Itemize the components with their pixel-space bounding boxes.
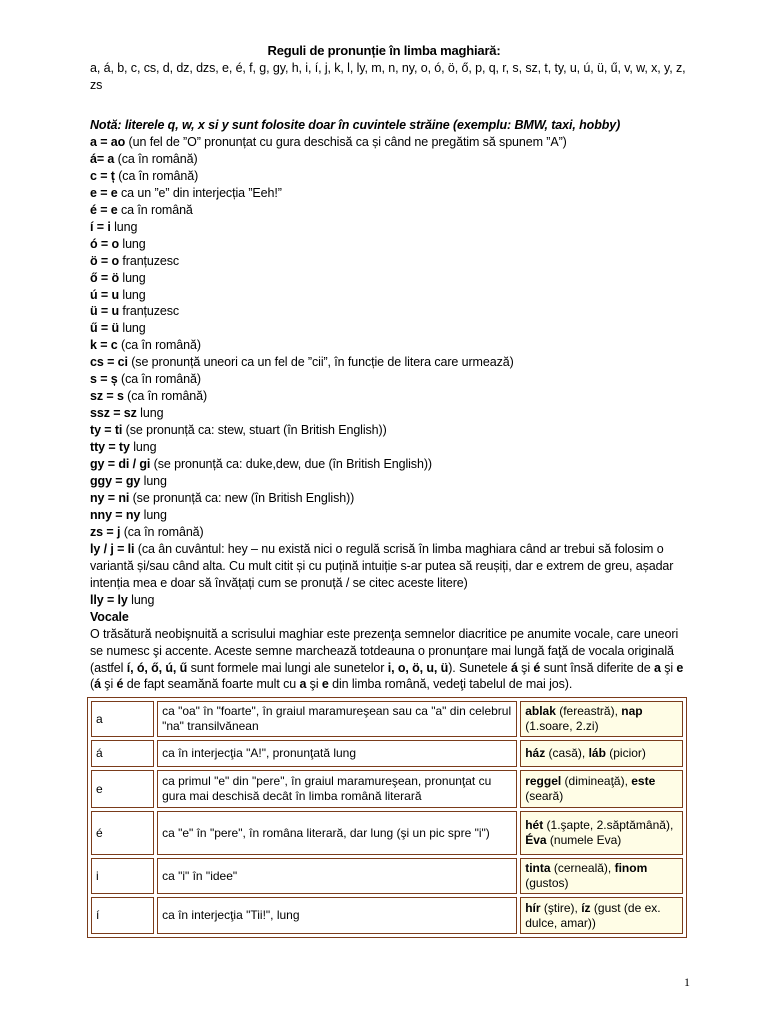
rule-key: sz = s [90,389,124,404]
page-number: 1 [684,975,690,989]
rule-text: (se pronunță uneori ca un fel de ”cii”, în funcție de litera care urmează) [127,355,514,370]
rule-line [90,354,690,371]
rule-text: franțuzesc [119,304,180,319]
rule-line [90,236,690,253]
example-translation: (gustos) [525,876,569,890]
rule-text: lung [119,270,146,285]
rule-line [90,422,690,439]
example-translation: (fereastră), [555,704,622,718]
rule-text: (se pronunță ca: new (în British English)) [129,490,355,505]
rule-text: (ca în română) [114,151,198,166]
rule-key: ú = u [90,287,120,302]
example-word: hét [525,818,544,832]
rule-line [90,439,690,456]
pronunciation-rules [90,110,690,693]
rule-line [90,185,690,202]
rule-lly: lly = ly lung [90,592,155,607]
vowel-description: ca primul "e" din "pere", în graiul maramureşean, pronunţat cu gura mai deschisă decât în limba română literară [157,770,517,808]
rule-line [90,287,690,304]
rule-text: (ca în română) [120,524,204,539]
alphabet-list: a, á, b, c, cs, d, dz, dzs, e, é, f, g, gy, h, i, í, j, k, l, ly, m, n, ny, o, ó, ö, ő, p, q, r, s, sz, t, ty, u, ú, ü, ű, v, w, x, y, z, zs [90,61,686,92]
example-translation: (dimineaţă), [561,774,632,788]
rule-text: lung [119,321,146,336]
example-word: reggel [525,774,562,788]
vowel-description: ca "e" în "pere", în româna literară, dar lung (şi un pic spre "i") [157,811,517,855]
vowel-examples [520,701,683,737]
table-row [91,740,683,767]
table-row [91,770,683,808]
vowel-description: ca în interjecţia "Tii!", lung [157,897,517,934]
example-word: Éva [525,833,547,847]
foreign-letters-note: Notă: literele q, w, x si y sunt folosite doar în cuvintele străine (exemplu: BMW, taxi, hobby) [90,118,621,132]
example-word: ablak [525,704,556,718]
rule-key: ty = ti [90,423,123,438]
rule-key: ő = ö [90,270,120,285]
rule-text: ca un ”e” din interjecția ”Eeh!” [117,185,282,200]
vowel-examples [520,740,683,767]
rule-key: k = c [90,338,118,353]
rule-key: ggy = gy [90,474,141,489]
vowel-letter: é [91,811,154,855]
rule-line [90,473,690,490]
rule-text: lung [140,474,167,489]
example-word: nap [621,704,643,718]
example-translation: (picior) [605,746,646,760]
example-word: finom [614,861,648,875]
table-row [91,701,683,737]
rule-line [90,337,690,354]
vowel-description: ca "oa" în "foarte", în graiul maramureşean sau ca "a" din celebrul "na" transilvănean [157,701,517,737]
table-row [91,811,683,855]
example-translation: (casă), [545,746,589,760]
example-word: íz [581,900,591,915]
vowel-examples [520,811,683,855]
rule-key: ny = ni [90,490,130,505]
example-translation: (1.şapte, 2.săptămână), [543,818,674,832]
rule-line [90,151,690,168]
rule-key: zs = j [90,524,121,539]
vowel-description: ca "i" în "idee" [157,858,517,894]
rule-line [90,524,690,541]
vowel-examples [520,858,683,894]
vowel-letter: a [91,701,154,737]
rule-key: ü = u [90,304,120,319]
rule-key: tty = ty [90,440,130,455]
rule-key: í = i [90,219,111,234]
example-word: hír [525,900,541,915]
rule-line [90,456,690,473]
rule-text: (se pronunță ca: duke,dew, due (în British English)) [150,457,432,472]
rule-key: e = e [90,185,118,200]
rule-text: ca în română [117,202,193,217]
rule-key: é = e [90,202,118,217]
rule-line [90,388,690,405]
rule-text: lung [136,406,164,421]
rule-key: gy = di / gi [90,457,151,472]
rule-line [90,270,690,287]
example-translation: (seară) [525,789,564,803]
rule-line [90,490,690,507]
example-translation: (gust (de ex. dulce, amar)) [525,900,661,930]
rule-key: ó = o [90,236,120,251]
rule-line [90,168,690,185]
vowel-examples [520,897,683,934]
rule-line [90,320,690,337]
rule-text: (se pronunță ca: stew, stuart (în British English)) [122,423,387,438]
rule-line [90,371,690,388]
rule-text: lung [129,440,157,455]
table-row [91,858,683,894]
example-translation: (numele Eva) [546,833,622,847]
example-word: este [631,774,656,788]
rule-text: (un fel de ”O” pronunțat cu gura deschisă ca și când ne pregătim să spunem ”A”) [125,134,567,149]
table-row [91,897,683,934]
example-translation: (cerneală), [550,861,615,875]
document-title: Reguli de pronunție în limba maghiară: [267,43,501,58]
rule-text: lung [119,236,146,251]
rule-text: lung [110,219,138,234]
example-translation: (1.soare, 2.zi) [525,719,599,733]
vowel-letter: í [91,897,154,934]
example-word: tinta [525,861,551,875]
rule-key: nny = ny [90,507,141,522]
vocale-heading: Vocale [90,609,129,624]
rule-key: cs = ci [90,355,128,370]
vocale-paragraph: O trăsătură neobişnuită a scrisului maghiar este prezenţa semnelor diacritice pe anumite vocale, care uneori se numesc şi accente. Aceste semne marchează totdeauna o pronunţare mai lungă faţă de vocala originală (astfel í, ó, ő, ú, ű sunt formele mai lungi ale sunetelor i, o, ö, u, ü). Sunetele á şi é sunt însă diferite de a şi e (á şi é de fapt seamănă foarte mult cu a şi e din limba română, vedeţi tabelul de mai jos). [90,626,684,692]
rule-line [90,507,690,524]
rule-key: ö = o [90,253,120,268]
example-word: láb [588,746,606,760]
example-translation: (ştire), [540,900,582,915]
rule-line [90,405,690,422]
rule-text: franțuzesc [119,253,180,268]
rule-line [90,134,690,151]
rule-line [90,219,690,236]
example-word: ház [525,746,546,760]
rule-key: ssz = sz [90,406,137,421]
rule-line [90,303,690,320]
rule-text: (ca în română) [114,168,199,183]
rule-text: (ca în română) [123,389,208,404]
rule-line [90,253,690,270]
rule-text: (ca în română) [117,372,201,387]
vowel-letter: á [91,740,154,767]
rule-text: lung [140,507,167,522]
vowel-examples [520,770,683,808]
rule-list [90,134,690,541]
rule-line [90,202,690,219]
rule-text: lung [119,287,146,302]
rule-key: s = ș [90,372,118,387]
vowel-table [87,697,687,938]
vowel-letter: e [91,770,154,808]
rule-key: á= a [90,151,115,166]
vowel-description: ca în interjecţia "A!", pronunţată lung [157,740,517,767]
rule-key: c = ț [90,168,115,183]
rule-text: (ca în română) [117,338,201,353]
vowel-letter: i [91,858,154,894]
rule-key: a = ao [90,134,126,149]
rule-key: ű = ü [90,321,120,336]
rule-ly: ly / j = li (ca ân cuvântul: hey – nu există nici o regulă scrisă în limba maghiara când ar trebui să folosim o variantă și/sau când alta. Cu mult citit și cu puțină intuiție s-ar putea să reușiți, dar e extrem de greu, așadar intenția mea e doar să învățați cum se pronuță / se citec aceste litere) [90,541,674,590]
